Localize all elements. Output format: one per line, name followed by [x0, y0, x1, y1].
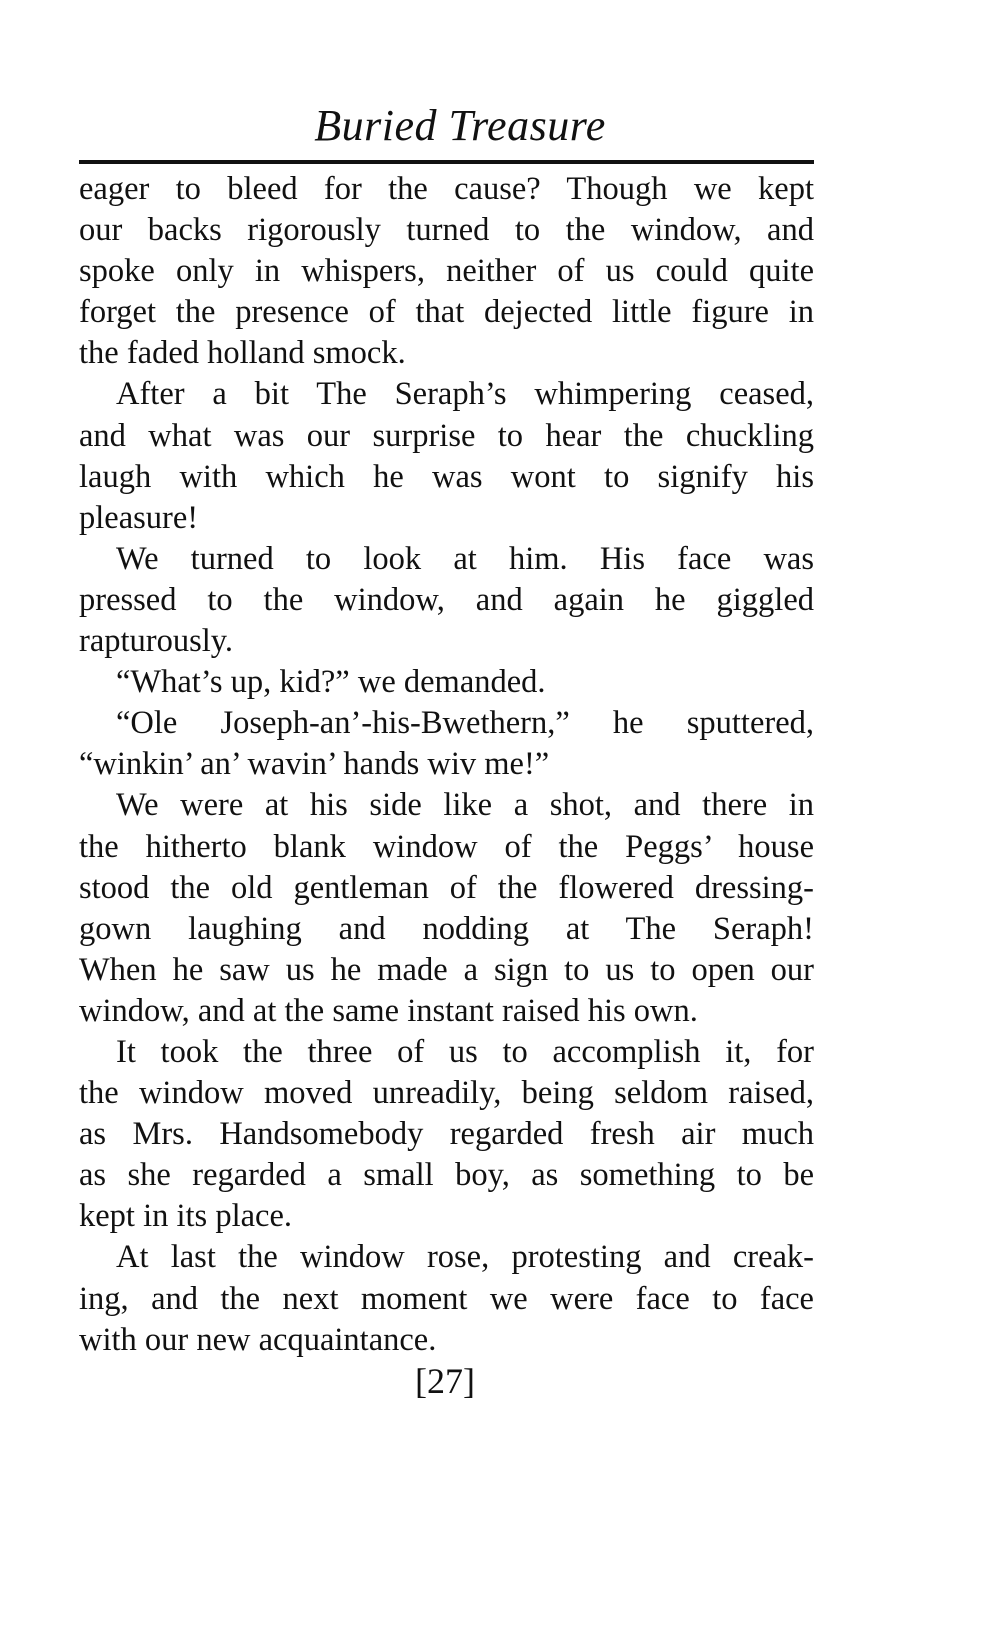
- text-line: pressed to the window, and again he giggled: [79, 581, 814, 618]
- text-line: It took the three of us to accomplish it, for: [116, 1033, 814, 1070]
- text-line: We turned to look at him. His face was: [116, 540, 814, 577]
- text-line: as Mrs. Handsomebody regarded fresh air much: [79, 1116, 814, 1153]
- text-line: our backs rigorously turned to the window, and: [79, 212, 814, 249]
- body-text: [79, 169, 814, 1361]
- text-line: the window moved unreadily, being seldom raised,: [79, 1075, 814, 1112]
- text-line: pleasure!: [79, 499, 199, 536]
- text-line: with our new acquaintance.: [79, 1321, 437, 1358]
- text-line: “Ole Joseph-an’-his-Bwethern,” he sputtered,: [116, 705, 814, 742]
- text-line: At last the window rose, protesting and creak-: [116, 1239, 814, 1276]
- text-line: stood the old gentleman of the flowered dressing-: [79, 869, 814, 906]
- text-line: After a bit The Seraph’s whimpering ceased,: [116, 376, 814, 413]
- text-line: the faded holland smock.: [79, 335, 406, 372]
- text-line: ing, and the next moment we were face to face: [79, 1280, 814, 1317]
- text-line: gown laughing and nodding at The Seraph!: [79, 910, 814, 947]
- text-line: as she regarded a small boy, as something to be: [79, 1157, 814, 1194]
- running-head: Buried Treasure: [314, 101, 606, 150]
- text-line: “What’s up, kid?” we demanded.: [116, 664, 546, 701]
- text-line: We were at his side like a shot, and there in: [116, 787, 814, 824]
- text-line: When he saw us he made a sign to us to open our: [79, 951, 814, 988]
- text-line: kept in its place.: [79, 1198, 292, 1235]
- text-line: “winkin’ an’ wavin’ hands wiv me!”: [79, 746, 550, 783]
- text-line: and what was our surprise to hear the chuckling: [79, 417, 814, 454]
- text-line: forget the presence of that dejected little figure in: [79, 294, 814, 331]
- page-number: [27]: [415, 1361, 475, 1401]
- text-line: spoke only in whispers, neither of us could quite: [79, 253, 814, 290]
- text-line: window, and at the same instant raised his own.: [79, 992, 698, 1029]
- text-line: eager to bleed for the cause? Though we kept: [79, 171, 814, 207]
- text-line: the hitherto blank window of the Peggs’ house: [79, 828, 814, 865]
- text-line: rapturously.: [79, 623, 234, 660]
- header-rule: [79, 160, 814, 164]
- text-line: laugh with which he was wont to signify his: [79, 458, 814, 495]
